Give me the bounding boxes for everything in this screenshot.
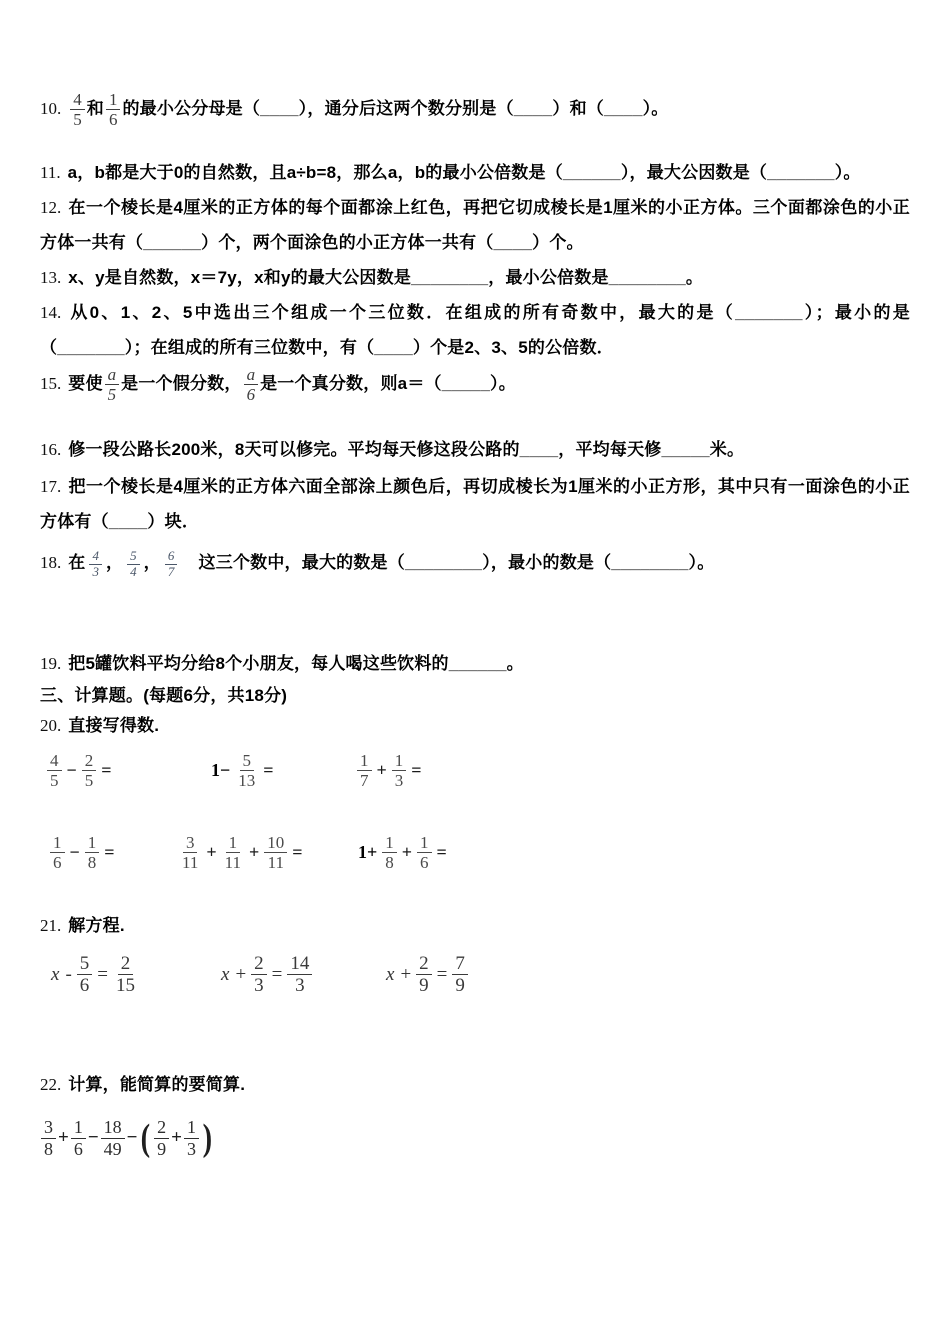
question-12-number: 12. xyxy=(40,198,62,218)
question-12-text: 在一个棱长是4厘米的正方体的每个面都涂上红色，再把它切成棱长是1厘米的小正方体。三个面都涂色的小正方体一共有（______）个，两个面涂色的小正方体一共有（____）个。 xyxy=(40,198,910,253)
question-13 xyxy=(40,260,910,295)
question-16-number: 16. xyxy=(40,440,62,460)
text-run: 的最小公分母是（____），通分后这两个数分别是（____）和（____）。 xyxy=(122,99,669,119)
question-13-text: x、y是自然数，x＝7y，x和y的最大公因数是________，最小公倍数是________。 xyxy=(68,268,704,288)
fraction: $\frac{3}{11}$ xyxy=(182,833,199,873)
math-token: = xyxy=(411,760,422,781)
math-token: = xyxy=(271,963,283,985)
math-expression xyxy=(355,833,450,872)
text-run: ， xyxy=(143,553,161,573)
question-18-text xyxy=(68,548,715,580)
fraction: $\frac{14}{3}$ xyxy=(287,953,312,997)
question-10-number: 10. xyxy=(40,99,62,119)
math-token: − xyxy=(66,760,77,781)
fraction: $\frac{1}{8}$ xyxy=(85,833,100,872)
question-14 xyxy=(40,295,910,365)
question-14-number: 14. xyxy=(40,303,62,323)
fraction: $\frac{2}{5}$ xyxy=(82,751,97,790)
question-20 xyxy=(40,711,910,741)
math-expression xyxy=(48,833,118,872)
text-run: 要使 xyxy=(68,374,103,394)
fraction: $\frac{6}{7}$ xyxy=(165,549,178,580)
question-13-number: 13. xyxy=(40,268,62,288)
math-token: + xyxy=(58,1127,69,1149)
question-17-number: 17. xyxy=(40,477,62,497)
fraction: $\frac{a}{6}$ xyxy=(244,365,259,404)
question-19-number: 19. xyxy=(40,654,62,674)
math-expression xyxy=(177,833,306,872)
math-token: − xyxy=(69,842,80,863)
fraction: $\frac{1}{7}$ xyxy=(357,751,372,790)
text-run: 这三个数中，最大的数是（________），最小的数是（________）。 xyxy=(181,553,715,573)
fraction: $\frac{1}{6}$ xyxy=(50,833,65,872)
math-token: x xyxy=(386,963,395,985)
fraction: $\frac{5}{4}$ xyxy=(127,549,140,580)
math-token: + xyxy=(206,842,217,863)
math-token: 1− xyxy=(211,760,231,781)
math-token: + xyxy=(401,842,413,863)
question-10-text xyxy=(68,90,669,130)
question-21-text: 解方程. xyxy=(68,916,125,936)
math-token: = xyxy=(101,760,112,781)
question-17-text: 把一个棱长是4厘米的正方体六面全部涂上颜色后，再切成棱长为1厘米的小正方形，其中只有一面涂色的小正方体有（____）块． xyxy=(40,477,910,532)
equation xyxy=(48,953,140,997)
fraction: $\frac{18}{49}$ xyxy=(101,1117,125,1158)
question-10 xyxy=(40,90,910,129)
math-token: 1+ xyxy=(358,842,378,863)
fraction: $\frac{7}{9}$ xyxy=(452,953,468,997)
question-21 xyxy=(40,911,910,941)
math-token: + xyxy=(376,760,387,781)
fraction: $\frac{1}{3}$ xyxy=(184,1117,199,1158)
question-19 xyxy=(40,646,910,681)
question-11 xyxy=(40,155,910,190)
text-run: 在 xyxy=(68,553,86,573)
math-expression xyxy=(355,751,425,790)
fraction: $\frac{1}{6}$ xyxy=(71,1117,86,1158)
math-expression xyxy=(208,751,277,790)
equation xyxy=(218,953,314,997)
text-run: 和 xyxy=(86,99,104,119)
math-token: ( xyxy=(141,1117,151,1160)
question-22-expression xyxy=(40,1108,215,1168)
fraction: $\frac{a}{5}$ xyxy=(105,365,120,404)
fraction: $\frac{1}{11}$ xyxy=(224,833,242,873)
math-token: + xyxy=(235,963,247,985)
math-token: = xyxy=(104,842,115,863)
fraction: $\frac{10}{11}$ xyxy=(264,833,287,872)
math-token: - xyxy=(65,963,72,985)
question-15 xyxy=(40,365,910,404)
question-20-number: 20. xyxy=(40,716,62,736)
fraction: $\frac{1}{6}$ xyxy=(417,833,432,872)
fraction: $\frac{1}{6}$ xyxy=(106,90,121,129)
question-22-text: 计算，能简算的要简算. xyxy=(68,1075,246,1095)
question-22-number: 22. xyxy=(40,1075,62,1095)
fraction: $\frac{4}{5}$ xyxy=(70,90,85,129)
math-token: = xyxy=(97,963,108,985)
question-12 xyxy=(40,190,910,260)
question-16-text: 修一段公路长200米，8天可以修完。平均每天修这段公路的____，平均每天修_____米。 xyxy=(68,440,745,460)
fraction: $\frac{2}{3}$ xyxy=(251,953,267,997)
math-token: − xyxy=(87,1127,99,1149)
question-21-number: 21. xyxy=(40,916,62,936)
fraction: $\frac{2}{9}$ xyxy=(416,953,432,997)
math-token: + xyxy=(400,963,412,985)
fraction: $\frac{1}{3}$ xyxy=(392,751,407,790)
math-token: − xyxy=(126,1127,138,1149)
math-token: + xyxy=(171,1127,182,1149)
text-run: 是一个假分数， xyxy=(121,374,242,394)
math-token: = xyxy=(436,842,447,863)
math-token: x xyxy=(51,963,60,985)
fraction: $\frac{1}{8}$ xyxy=(382,833,397,872)
math-token: x xyxy=(221,963,230,985)
fraction: $\frac{5}{6}$ xyxy=(77,953,93,997)
question-18 xyxy=(40,545,910,580)
question-14-text: 从0、1、2、5中选出三个组成一个三位数．在组成的所有奇数中，最大的是（_______）；最小的是（_______）；在组成的所有三位数中，有（____）个是2、3、5的公倍数． xyxy=(40,303,910,358)
question-18-number: 18. xyxy=(40,553,62,573)
calc-row-1 xyxy=(40,741,910,823)
math-token: + xyxy=(249,842,260,863)
fraction: $\frac{5}{13}$ xyxy=(238,751,256,791)
question-11-text: a，b都是大于0的自然数，且a÷b=8，那么a，b的最小公倍数是（______），最大公因数是（_______）。 xyxy=(67,163,861,183)
fraction: $\frac{2}{9}$ xyxy=(154,1117,169,1158)
question-16 xyxy=(40,432,910,467)
fraction: $\frac{4}{5}$ xyxy=(47,751,62,790)
calc-row-2 xyxy=(40,823,910,911)
text-run: ， xyxy=(105,553,124,573)
math-token: ) xyxy=(202,1117,213,1160)
math-token: = xyxy=(263,760,274,781)
math-token: = xyxy=(436,963,448,985)
section-3-heading xyxy=(40,681,910,711)
question-15-number: 15. xyxy=(40,374,62,394)
fraction: $\frac{4}{3}$ xyxy=(89,549,102,580)
section-3-title: 三、计算题。(每题6分，共18分) xyxy=(40,686,288,706)
question-22 xyxy=(40,1070,910,1100)
fraction: $\frac{3}{8}$ xyxy=(41,1117,56,1158)
equation xyxy=(383,953,470,997)
math-expression xyxy=(45,751,115,790)
fraction: $\frac{2}{15}$ xyxy=(115,953,135,997)
math-token: = xyxy=(292,842,303,863)
question-20-text: 直接写得数. xyxy=(68,716,160,736)
question-17 xyxy=(40,469,910,539)
text-run: 是一个真分数，则a＝（_____）。 xyxy=(260,374,516,394)
question-15-text xyxy=(68,365,516,405)
question-19-text: 把5罐饮料平均分给8个小朋友，每人喝这些饮料的______。 xyxy=(68,654,524,674)
question-11-number: 11. xyxy=(40,163,61,183)
equation-row xyxy=(40,943,910,1028)
